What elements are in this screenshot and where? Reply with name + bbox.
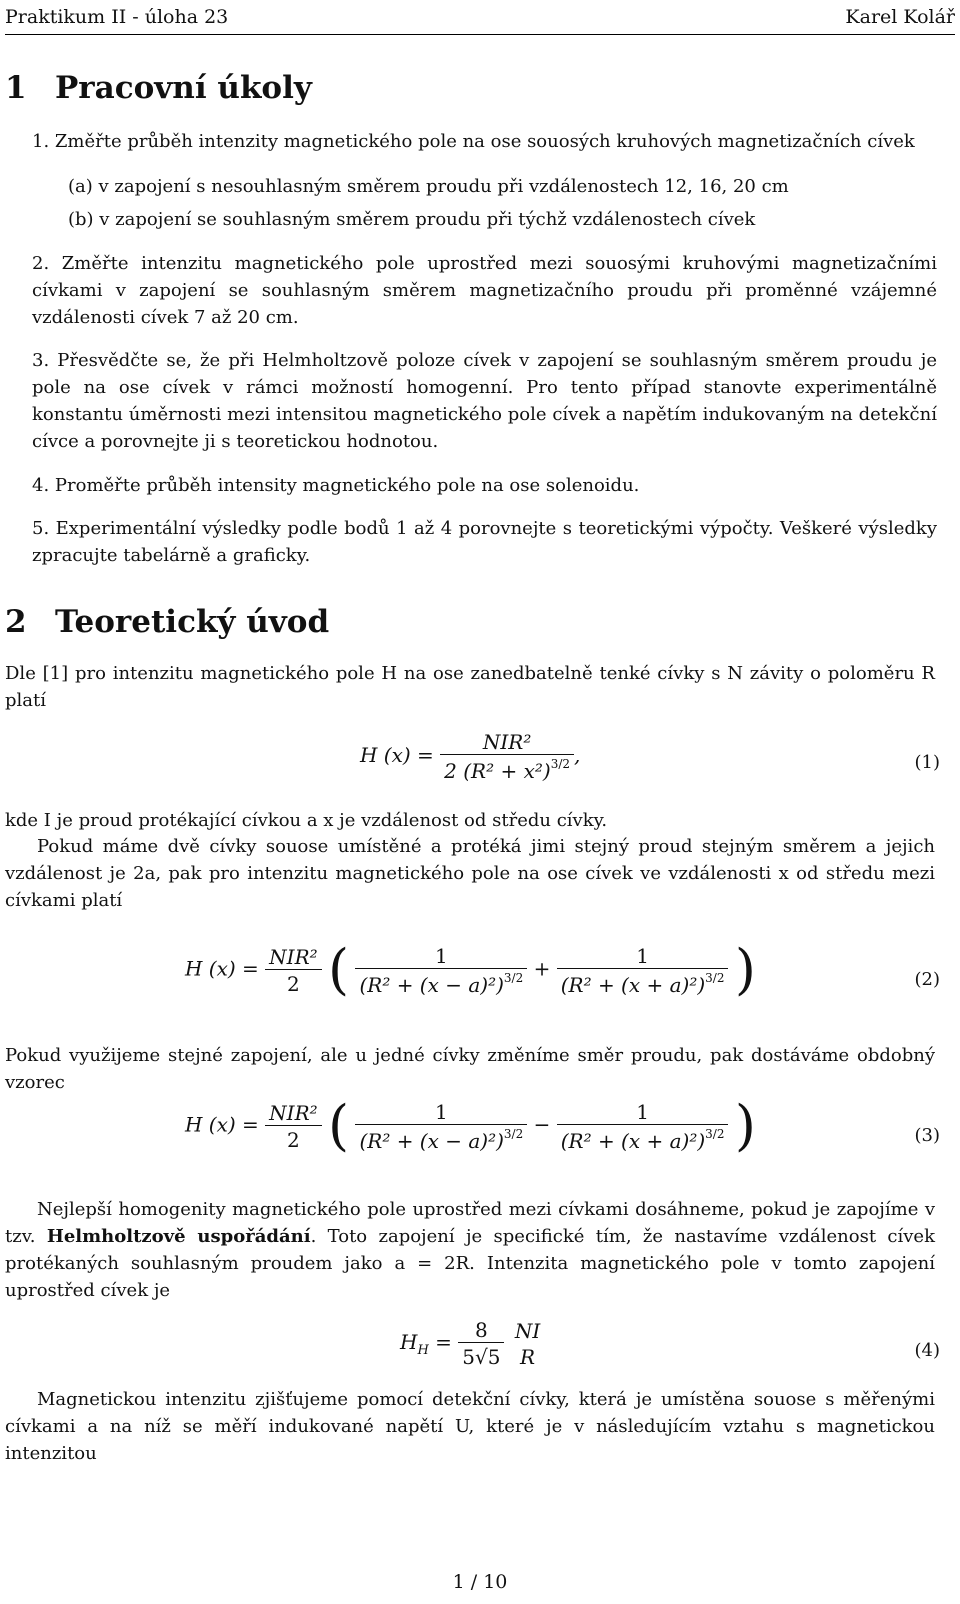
running-header bbox=[5, 0, 955, 35]
page-number: 1 / 10 bbox=[452, 1571, 508, 1593]
task-1: 1. Změřte průběh intenzity magnetického pole na ose souosých kruhových magnetizačních cívek bbox=[32, 131, 915, 152]
section-heading-2: 2 Teoretický úvod bbox=[5, 604, 330, 640]
theory-paragraph-2: kde I je proud protékající cívkou a x je vzdálenost od středu cívky. bbox=[5, 810, 608, 831]
section-heading-1: 1 Pracovní úkoly bbox=[5, 70, 312, 106]
theory-paragraph-4: Pokud využijeme stejné zapojení, ale u jedné cívky změníme směr proudu, pak dostáváme obdobný vzorec bbox=[5, 1045, 935, 1093]
equation-1: H (x) = $\frac{\text{NIR²}}{2 (R^2 + x^2)^{3/2}}$ , (1) bbox=[360, 730, 940, 783]
equation-2-number: (2) bbox=[914, 969, 940, 990]
task-3: 3. Přesvědčte se, že při Helmholtzově poloze cívek v zapojení se souhlasným směrem proudu je pole na ose cívek v rámci možností homogenní. Pro tento případ stanovte experimentálně konstantu úměrnosti mezi intensitou magnetického pole cívek a napětím indukovaným na detekční cívce a porovnejte ji s teoretickou hodnotou. bbox=[32, 350, 937, 452]
equation-4: $H_H$ = $\frac{8}{5√5}$ NI R (4) bbox=[400, 1318, 940, 1369]
equation-3: H (x) = $\frac{\text{NIR²}}{2}$ ( $\frac{1}{(R^2 + (x - a)^2)^{3/2}}$ − $\frac{1}{(R^2 + (x + a)^2)^{3/2}}$ ) (3) bbox=[185, 1094, 940, 1157]
equation-4-number: (4) bbox=[914, 1340, 940, 1361]
task-2: 2. Změřte intenzitu magnetického pole uprostřed mezi souosými kruhovými magnetizačními cívkami v zapojení se souhlasným směrem magnetizačního proudu při proměnné vzájemné vzdálenosti cívek 7 až 20 cm. bbox=[32, 253, 937, 328]
theory-paragraph-5: Nejlepší homogenity magnetického pole uprostřed mezi cívkami dosáhneme, pokud je zapojíme v tzv. Helmholtzově uspořádání. Toto zapojení je specifické tím, že nastavíme vzdálenost cívek protékaných souhlasným proudem jako a = 2R. Intenzita magnetického pole v tomto zapojení uprostřed cívek je bbox=[5, 1199, 935, 1301]
equation-2: H (x) = $\frac{\text{NIR²}}{2}$ ( $\frac{1}{(R^2 + (x - a)^2)^{3/2}}$ + $\frac{1}{(R^2 + (x + a)^2)^{3/2}}$ ) (2) bbox=[185, 938, 940, 1001]
helmholtz-term: Helmholtzově uspořádání bbox=[46, 1226, 311, 1247]
equation-3-number: (3) bbox=[914, 1125, 940, 1146]
header-right: Karel Kolář bbox=[845, 6, 955, 28]
theory-paragraph-1: Dle [1] pro intenzitu magnetického pole H na ose zanedbatelně tenké cívky s N závity o poloměru R platí bbox=[5, 663, 935, 711]
task-4: 4. Proměřte průběh intensity magnetického pole na ose solenoidu. bbox=[32, 475, 640, 496]
task-1b: (b) v zapojení se souhlasným směrem proudu při týchž vzdálenostech cívek bbox=[68, 209, 756, 230]
task-5: 5. Experimentální výsledky podle bodů 1 až 4 porovnejte s teoretickými výpočty. Veškeré výsledky zpracujte tabelárně a graficky. bbox=[32, 518, 937, 566]
header-left: Praktikum II - úloha 23 bbox=[5, 6, 229, 28]
theory-paragraph-3: Pokud máme dvě cívky souose umístěné a protéká jimi stejný proud stejným směrem a jejich vzdálenost je 2a, pak pro intenzitu magnetického pole na ose cívek ve vzdálenosti x od středu mezi cívkami platí bbox=[5, 836, 935, 911]
task-1a: (a) v zapojení s nesouhlasným směrem proudu při vzdálenostech 12, 16, 20 cm bbox=[68, 176, 789, 197]
equation-1-number: (1) bbox=[914, 752, 940, 773]
theory-paragraph-6: Magnetickou intenzitu zjišťujeme pomocí detekční cívky, která je umístěna souose s měřenými cívkami a na níž se měří indukované napětí U, které je v následujícím vztahu s magnetickou intenzitou bbox=[5, 1389, 935, 1464]
